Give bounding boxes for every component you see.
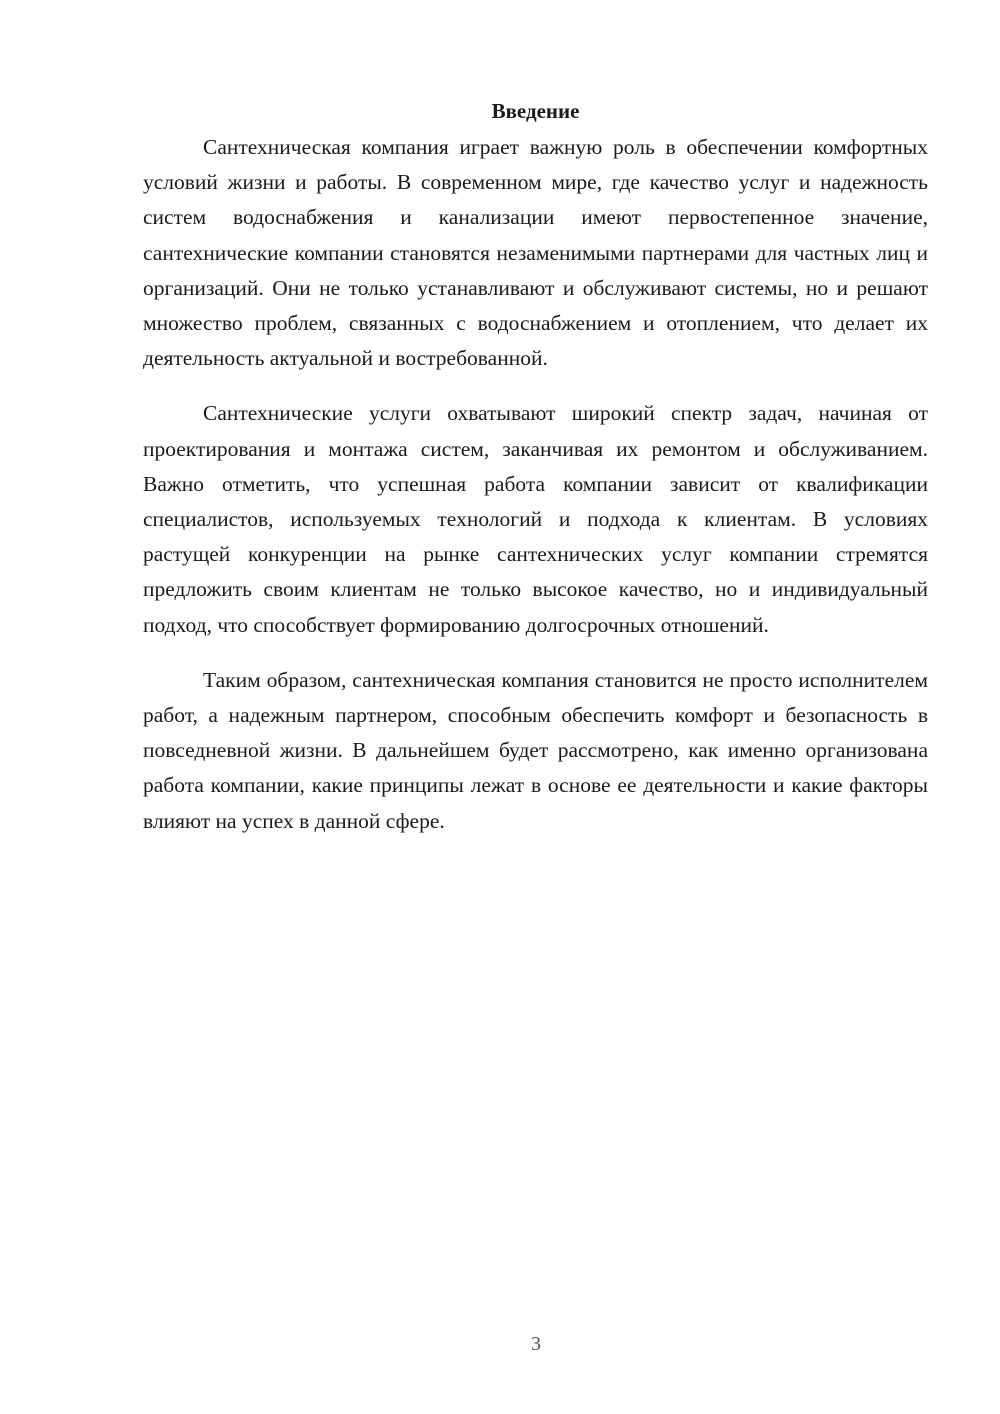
page-number: 3 <box>531 1333 541 1355</box>
paragraph-1: Сантехническая компания играет важную роль в обеспечении комфортных условий жизни и работы. В современном мире, где качество услуг и надежность систем водоснабжения и канализации имеют первостепенное значение, сантехнические компании становятся незаменимыми партнерами для частных лиц и организаций. Они не только устанавливают и обслуживают системы, но и решают множество проблем, связанных с водоснабжением и отоплением, что делает их деятельность актуальной и востребованной. <box>143 135 928 371</box>
page-content <box>143 96 928 859</box>
section-title: Введение <box>491 99 580 123</box>
paragraph-2: Сантехнические услуги охватывают широкий спектр задач, начиная от проектирования и монтажа систем, заканчивая их ремонтом и обслуживанием. Важно отметить, что успешная работа компании зависит от квалификации специалистов, используемых технологий и подхода к клиентам. В условиях растущей конкуренции на рынке сантехнических услуг компании стремятся предложить своим клиентам не только высокое качество, но и индивидуальный подход, что способствует формированию долгосрочных отношений. <box>143 401 928 637</box>
paragraph-3: Таким образом, сантехническая компания становится не просто исполнителем работ, а надежным партнером, способным обеспечить комфорт и безопасность в повседневной жизни. В дальнейшем будет рассмотрено, как именно организована работа компании, какие принципы лежат в основе ее деятельности и какие факторы влияют на успех в данной сфере. <box>143 667 928 833</box>
